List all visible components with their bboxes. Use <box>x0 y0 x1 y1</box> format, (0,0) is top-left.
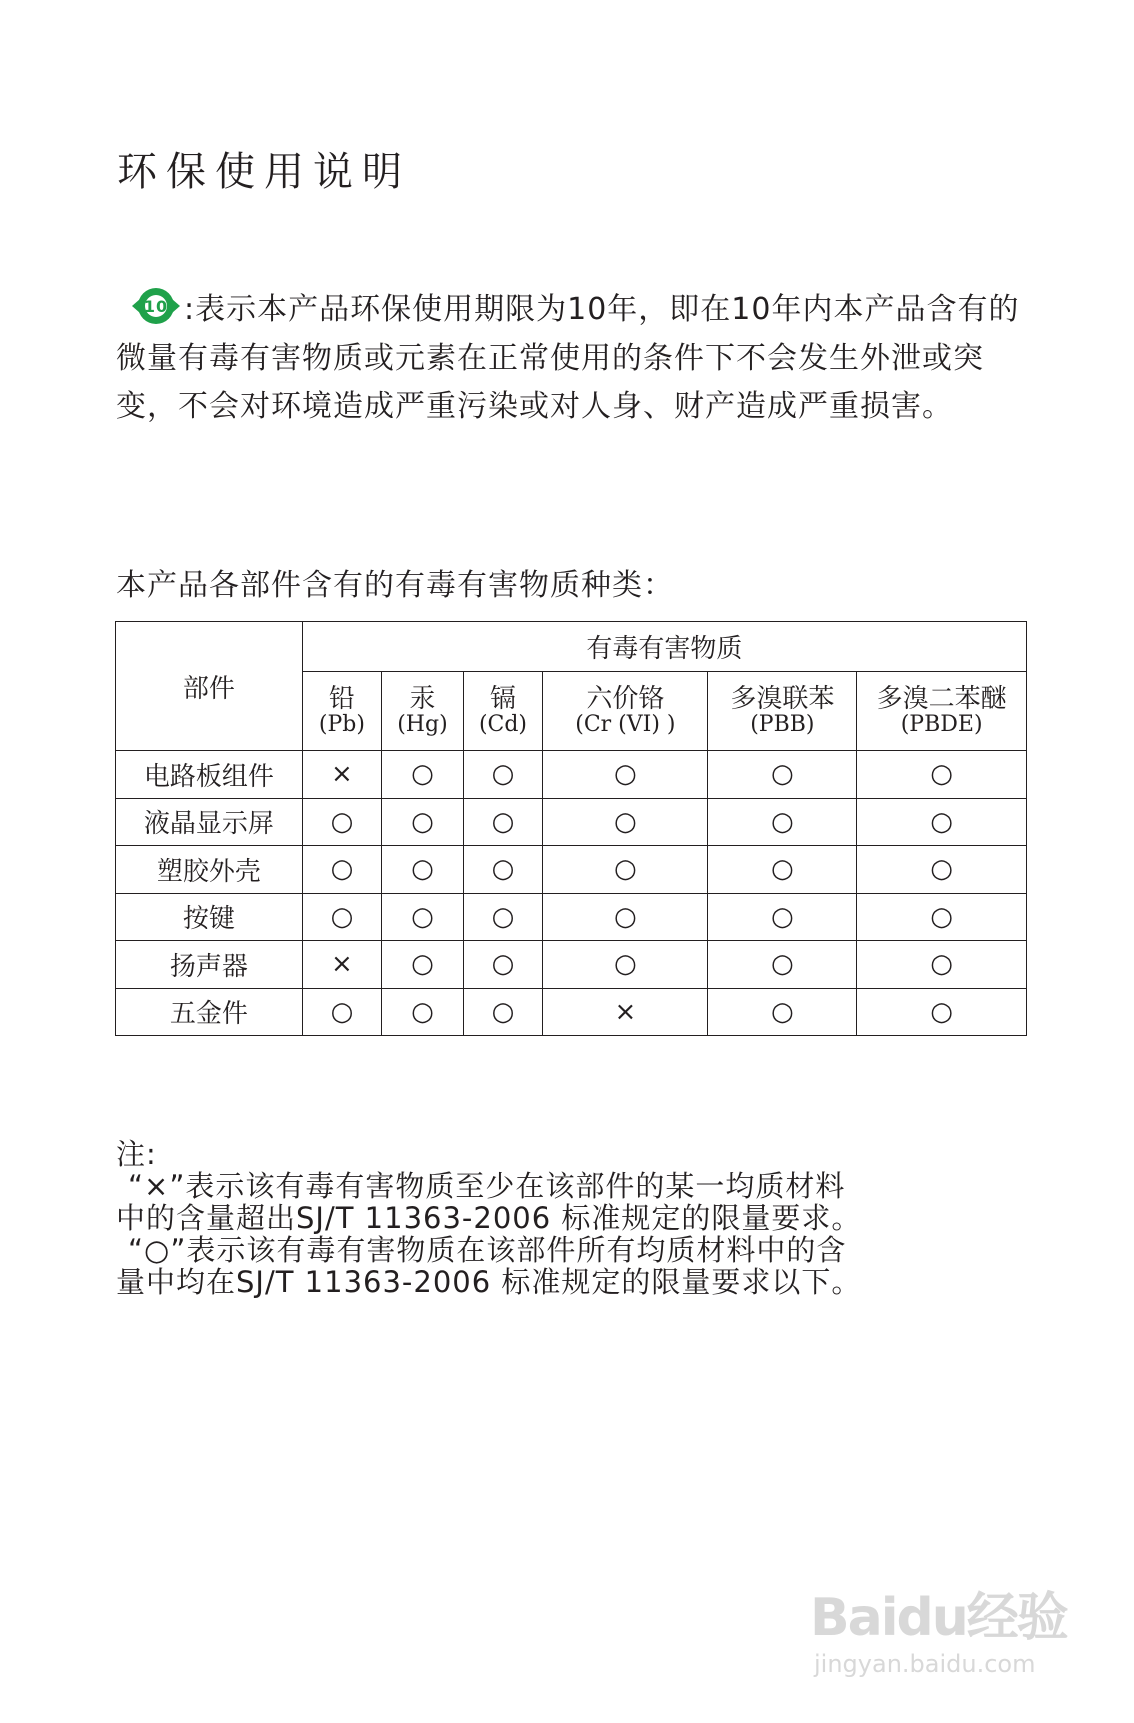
substance-mark: ○ <box>463 941 543 989</box>
notes-label: 注: <box>116 1137 157 1171</box>
substance-mark: ○ <box>708 893 857 941</box>
table-row <box>116 751 1027 799</box>
table-row <box>116 798 1027 846</box>
substance-mark: × <box>543 988 708 1036</box>
substance-mark: ○ <box>463 846 543 894</box>
page-title: 环保使用说明 <box>117 149 411 195</box>
substance-symbol: (Cd) <box>478 712 528 737</box>
substance-mark: ○ <box>382 846 464 894</box>
watermark <box>810 1575 1067 1678</box>
substance-mark: ○ <box>543 751 708 799</box>
column-header <box>543 672 708 751</box>
substance-name: 六价铬 <box>586 684 665 714</box>
substance-mark: ○ <box>382 941 464 989</box>
substance-mark: ○ <box>302 893 382 941</box>
substance-symbol: (Hg) <box>397 712 448 737</box>
substance-symbol: (Cr (VI) ) <box>575 712 676 737</box>
substance-name: 多溴联苯 <box>730 684 835 714</box>
substance-name: 铅 <box>328 684 355 714</box>
substance-mark: ○ <box>382 988 464 1036</box>
substance-name: 汞 <box>409 684 436 714</box>
substance-mark: ○ <box>463 988 543 1036</box>
substance-mark: ○ <box>857 941 1027 989</box>
substance-mark: ○ <box>543 941 708 989</box>
part-name: 扬声器 <box>116 941 303 989</box>
substance-mark: ○ <box>543 846 708 894</box>
eco-10-year-icon <box>130 287 182 325</box>
hazardous-substances-table <box>115 621 1027 1036</box>
column-header <box>857 672 1027 751</box>
substance-mark: ○ <box>708 846 857 894</box>
substance-mark: ○ <box>543 893 708 941</box>
substance-mark: ○ <box>708 751 857 799</box>
substance-mark: ○ <box>857 893 1027 941</box>
substance-name: 多溴二苯醚 <box>876 684 1007 714</box>
substance-mark: ○ <box>302 988 382 1036</box>
substance-mark: ○ <box>382 751 464 799</box>
substance-mark: ○ <box>857 846 1027 894</box>
substance-mark: ○ <box>302 846 382 894</box>
svg-text:10: 10 <box>143 297 169 316</box>
table-row <box>116 893 1027 941</box>
note-line: “○”表示该有毒有害物质在该部件所有均质材料中的含 <box>128 1233 847 1267</box>
watermark-brand: Baidu经验 <box>810 1588 1067 1648</box>
part-name: 电路板组件 <box>116 751 303 799</box>
substance-mark: ○ <box>463 893 543 941</box>
substance-mark: × <box>302 751 382 799</box>
substance-mark: ○ <box>857 988 1027 1036</box>
substance-mark: ○ <box>857 798 1027 846</box>
substance-mark: ○ <box>382 893 464 941</box>
substance-mark: ○ <box>463 798 543 846</box>
substance-mark: ○ <box>857 751 1027 799</box>
part-name: 液晶显示屏 <box>116 798 303 846</box>
note-line: 中的含量超出SJ/T 11363-2006 标准规定的限量要求。 <box>116 1201 862 1235</box>
column-header <box>382 672 464 751</box>
table-row <box>116 846 1027 894</box>
substance-mark: ○ <box>543 798 708 846</box>
substance-mark: ○ <box>708 798 857 846</box>
substance-mark: ○ <box>708 988 857 1036</box>
intro-text: :表示本产品环保使用期限为10年，即在10年内本产品含有的微量有毒有害物质或元素在正常使用的条件下不会发生外泄或突变，不会对环境造成严重污染或对人身、财产造成严重损害。 <box>116 292 1020 424</box>
watermark-url: jingyan.baidu.com <box>814 1650 1036 1678</box>
table-row <box>116 941 1027 989</box>
column-header <box>302 672 382 751</box>
column-header <box>463 672 543 751</box>
substance-mark: ○ <box>302 798 382 846</box>
substance-mark: ○ <box>708 941 857 989</box>
part-header: 部件 <box>116 622 303 751</box>
substance-symbol: (PBDE) <box>900 712 983 737</box>
substance-symbol: (PBB) <box>750 712 815 737</box>
column-header <box>708 672 857 751</box>
part-name: 塑胶外壳 <box>116 846 303 894</box>
note-line: “×”表示该有毒有害物质至少在该部件的某一均质材料 <box>128 1169 846 1203</box>
part-name: 五金件 <box>116 988 303 1036</box>
substance-mark: ○ <box>463 751 543 799</box>
section-title: 本产品各部件含有的有毒有害物质种类： <box>116 568 674 603</box>
part-name: 按键 <box>116 893 303 941</box>
substance-name: 镉 <box>489 684 516 714</box>
substance-mark: × <box>302 941 382 989</box>
note-line: 量中均在SJ/T 11363-2006 标准规定的限量要求以下。 <box>116 1265 862 1299</box>
substance-symbol: (Pb) <box>318 712 365 737</box>
notes <box>116 1138 1036 1298</box>
table-row <box>116 988 1027 1036</box>
intro-paragraph <box>116 286 1036 432</box>
group-header: 有毒有害物质 <box>302 622 1026 672</box>
substance-mark: ○ <box>382 798 464 846</box>
